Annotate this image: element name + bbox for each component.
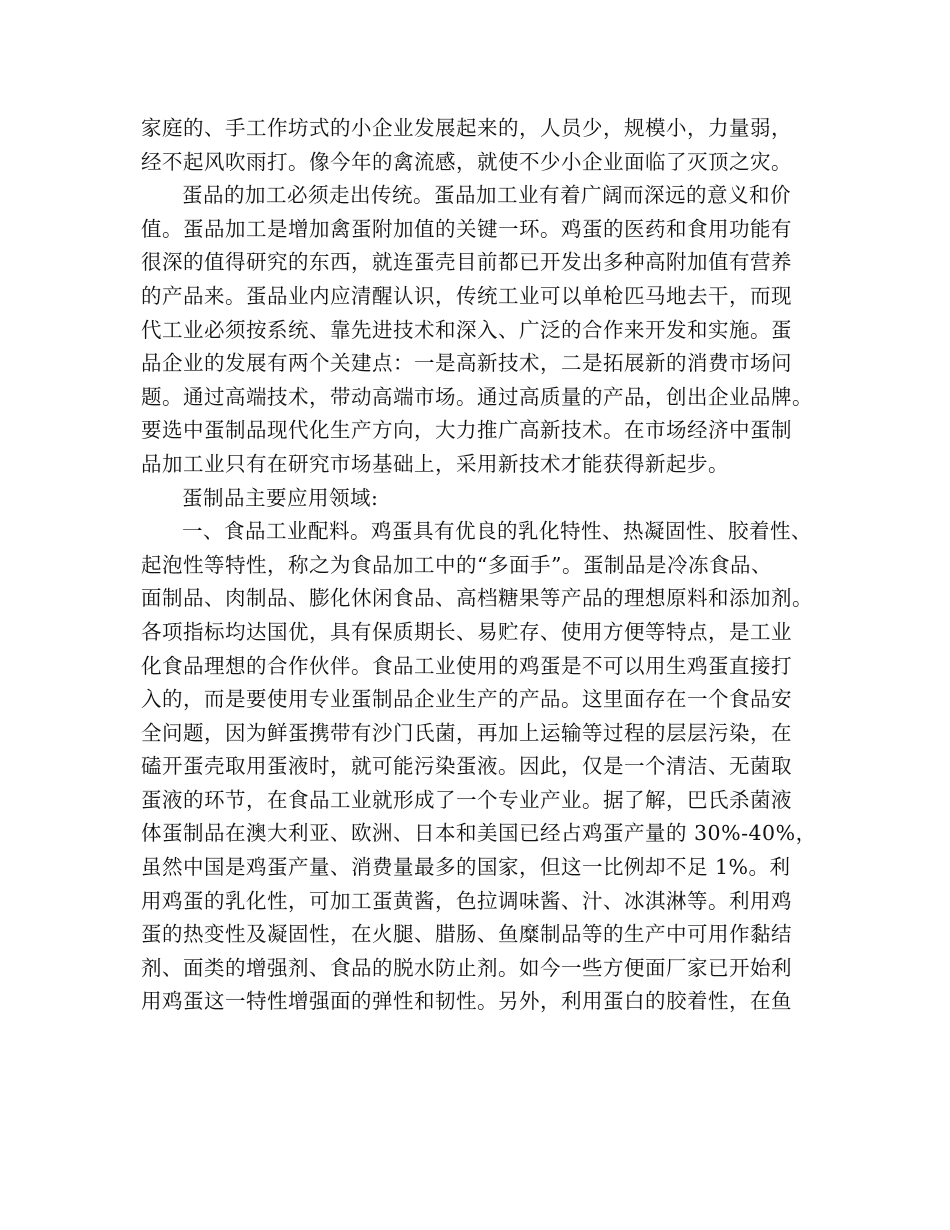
text-line: 题。通过高端技术，带动高端市场。通过高质量的产品，创出企业品牌。 [141, 384, 813, 409]
text-line: 经不起风吹雨打。像今年的禽流感，就使不少小企业面临了灭顶之灾。 [141, 149, 792, 174]
text-line: 剂、面类的增强剂、食品的脱水防止剂。如今一些方便面厂家已开始利 [141, 955, 792, 980]
text-line: 入的，而是要使用专业蛋制品企业生产的产品。这里面存在一个食品安 [141, 687, 792, 712]
text-line: 值。蛋品加工是增加禽蛋附加值的关键一环。鸡蛋的医药和食用功能有 [141, 216, 792, 241]
paragraph-start-line: 蛋品的加工必须走出传统。蛋品加工业有着广阔而深远的意义和价 [182, 183, 791, 208]
text-line: 品加工业只有在研究市场基础上，采用新技术才能获得新起步。 [141, 451, 729, 476]
text-line: 用鸡蛋这一特性增强面的弹性和韧性。另外，利用蛋白的胶着性，在鱼 [141, 989, 792, 1014]
text-line: 代工业必须按系统、靠先进技术和深入、广泛的合作来开发和实施。蛋 [141, 317, 792, 342]
text-line: 家庭的、手工作坊式的小企业发展起来的，人员少，规模小，力量弱， [141, 116, 792, 140]
text-line: 化食品理想的合作伙伴。食品工业使用的鸡蛋是不可以用生鸡蛋直接打 [141, 653, 792, 678]
text-line: 面制品、肉制品、膨化休闲食品、高档糖果等产品的理想原料和添加剂。 [141, 586, 813, 611]
document-body [141, 112, 831, 1019]
text-line: 起泡性等特性，称之为食品加工中的“多面手”。蛋制品是冷冻食品、 [141, 552, 772, 577]
text-line: 要选中蛋制品现代化生产方向，大力推广高新技术。在市场经济中蛋制 [141, 418, 792, 443]
text-line: 全问题，因为鲜蛋携带有沙门氏菌，再加上运输等过程的层层污染，在 [141, 720, 792, 745]
text-line: 很深的值得研究的东西，就连蛋壳目前都已开发出多种高附加值有营养 [141, 250, 792, 275]
text-line: 体蛋制品在澳大利亚、欧洲、日本和美国已经占鸡蛋产量的 30%-40%， [141, 821, 817, 846]
text-line: 蛋液的环节，在食品工业就形成了一个专业产业。据了解，巴氏杀菌液 [141, 787, 792, 812]
text-line: 蛋的热变性及凝固性，在火腿、腊肠、鱼糜制品等的生产中可用作黏结 [141, 922, 792, 947]
text-line: 虽然中国是鸡蛋产量、消费量最多的国家，但这一比例却不足 1%。利 [141, 855, 791, 880]
paragraph-start-line: 一、食品工业配料。鸡蛋具有优良的乳化特性、热凝固性、胶着性、 [182, 519, 812, 544]
text-line: 的产品来。蛋品业内应清醒认识，传统工业可以单枪匹马地去干，而现 [141, 283, 792, 308]
text-line: 用鸡蛋的乳化性，可加工蛋黄酱，色拉调味酱、汁、冰淇淋等。利用鸡 [141, 888, 792, 913]
text-line: 品企业的发展有两个关建点：一是高新技术，二是拓展新的消费市场问 [141, 351, 792, 376]
text-line: 各项指标均达国优，具有保质期长、易贮存、使用方便等特点，是工业 [141, 619, 792, 644]
text-line: 磕开蛋壳取用蛋液时，就可能污染蛋液。因此，仅是一个清洁、无菌取 [141, 754, 792, 779]
section-heading: 蛋制品主要应用领域: [182, 485, 379, 510]
